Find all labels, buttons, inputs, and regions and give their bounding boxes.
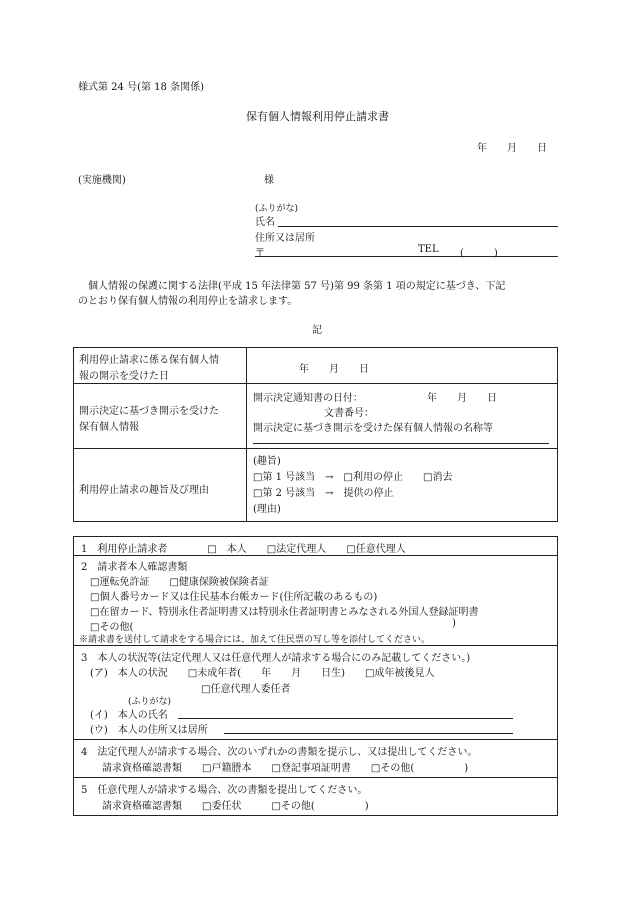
section-2-line-3: □在留カード、特別永住者証明書又は特別永住者証明書とみなされる外国人登録証明書 [90,607,479,618]
requester-name-line [278,226,558,227]
intro-line-2: のとおり保有個人情報の利用停止を請求します。 [78,296,298,307]
requester-tel-label: TEL [418,244,439,255]
section-3-a: (ア) 本人の状況 □未成年者( 年 月 日生) □成年被後見人 [90,668,435,679]
purpose-option-1: □第 1 号該当 → □利用の停止 □消去 [253,472,453,483]
section-3-i: (イ) 本人の氏名 [90,710,168,721]
section-2-heading: 2 請求者本人確認書類 [81,562,188,573]
section-2-line-2: □個人番号カード又は住民基本台帳カード(住所記載のあるもの) [90,592,378,603]
requester-address-line [255,256,558,257]
section-1: 1 利用停止請求者 □ 本人 □法定代理人 □任意代理人 [81,544,406,555]
requester-name-label: 氏名 [255,217,275,228]
form-number: 様式第 24 号(第 18 条関係) [78,82,204,93]
section-2-note: ※請求書を送付して請求をする場合には、加えて住民票の写し等を添付してください。 [79,635,431,645]
row1-date: 年 月 日 [299,364,369,375]
row2-label-1: 開示決定に基づき開示を受けた [79,406,219,417]
row3-label: 利用停止請求の趣旨及び理由 [79,485,209,496]
info-name-line [253,443,549,444]
row1-label-2: 報の開示を受けた日 [79,371,169,382]
purpose-label: (趣旨) [253,456,281,467]
requester-furigana: (ふりがな) [255,204,299,214]
section-2-line-4: □その他( [90,622,134,633]
principal-address-line [224,733,513,734]
reason-label: (理由) [253,504,281,515]
row2-label-2: 保有個人情報 [79,422,139,433]
recipient-org: (実施機関) [78,175,126,186]
section-2-line-4-close: ) [452,618,456,629]
section-4-line: 請求資格確認書類 □戸籍謄本 □登記事項証明書 □その他( ) [102,763,469,774]
table2-divider-2 [73,645,557,646]
table2-divider-4 [73,777,557,778]
requester-postal: 〒 [255,248,265,259]
section-3-furigana: (ふりがな) [128,697,172,707]
requester-address-label: 住所又は居所 [255,233,315,244]
section-4-heading: 4 法定代理人が請求する場合、次のいずれかの書類を提示し、又は提出してください。 [81,747,478,758]
table1-row-divider-1 [73,383,557,384]
page-title: 保有個人情報利用停止請求書 [246,110,389,123]
table2-divider-3 [73,739,557,740]
table1-row-divider-2 [73,448,557,449]
principal-name-line [178,718,513,719]
section-3-heading: 3 本人の状況等(法定代理人又は任意代理人が請求する場合にのみ記載してください。) [81,653,471,664]
notice-date-label: 開示決定通知書の日付： [253,393,363,404]
section-2-line-1: □運転免許証 □健康保険被保険者証 [90,577,269,588]
doc-no-label: 文書番号： [324,408,374,419]
notice-date-value: 年 月 日 [427,393,497,404]
intro-line-1: 個人情報の保護に関する法律(平成 15 年法律第 57 号)第 99 条第 1 項の規定に基づき、下記 [78,281,506,292]
section-5-line: 請求資格確認書類 □委任状 □その他( ) [102,801,369,812]
table2-divider-1 [73,555,557,556]
section-5-heading: 5 任意代理人が請求する場合、次の書類を提出してください。 [81,785,368,796]
purpose-option-2: □第 2 号該当 → 提供の停止 [253,488,394,499]
requester-tel-paren: ( ) [460,248,498,259]
ki-mark: 記 [312,325,322,336]
row1-label-1: 利用停止請求に係る保有個人情 [79,355,219,366]
section-3-a2: □任意代理人委任者 [201,684,291,695]
section-3-u: (ウ) 本人の住所又は居所 [90,725,208,736]
info-name-label: 開示決定に基づき開示を受けた保有個人情報の名称等 [253,423,493,434]
date-line: 年 月 日 [477,143,547,154]
recipient-honorific: 様 [264,175,274,186]
table1-col-divider [246,347,247,521]
